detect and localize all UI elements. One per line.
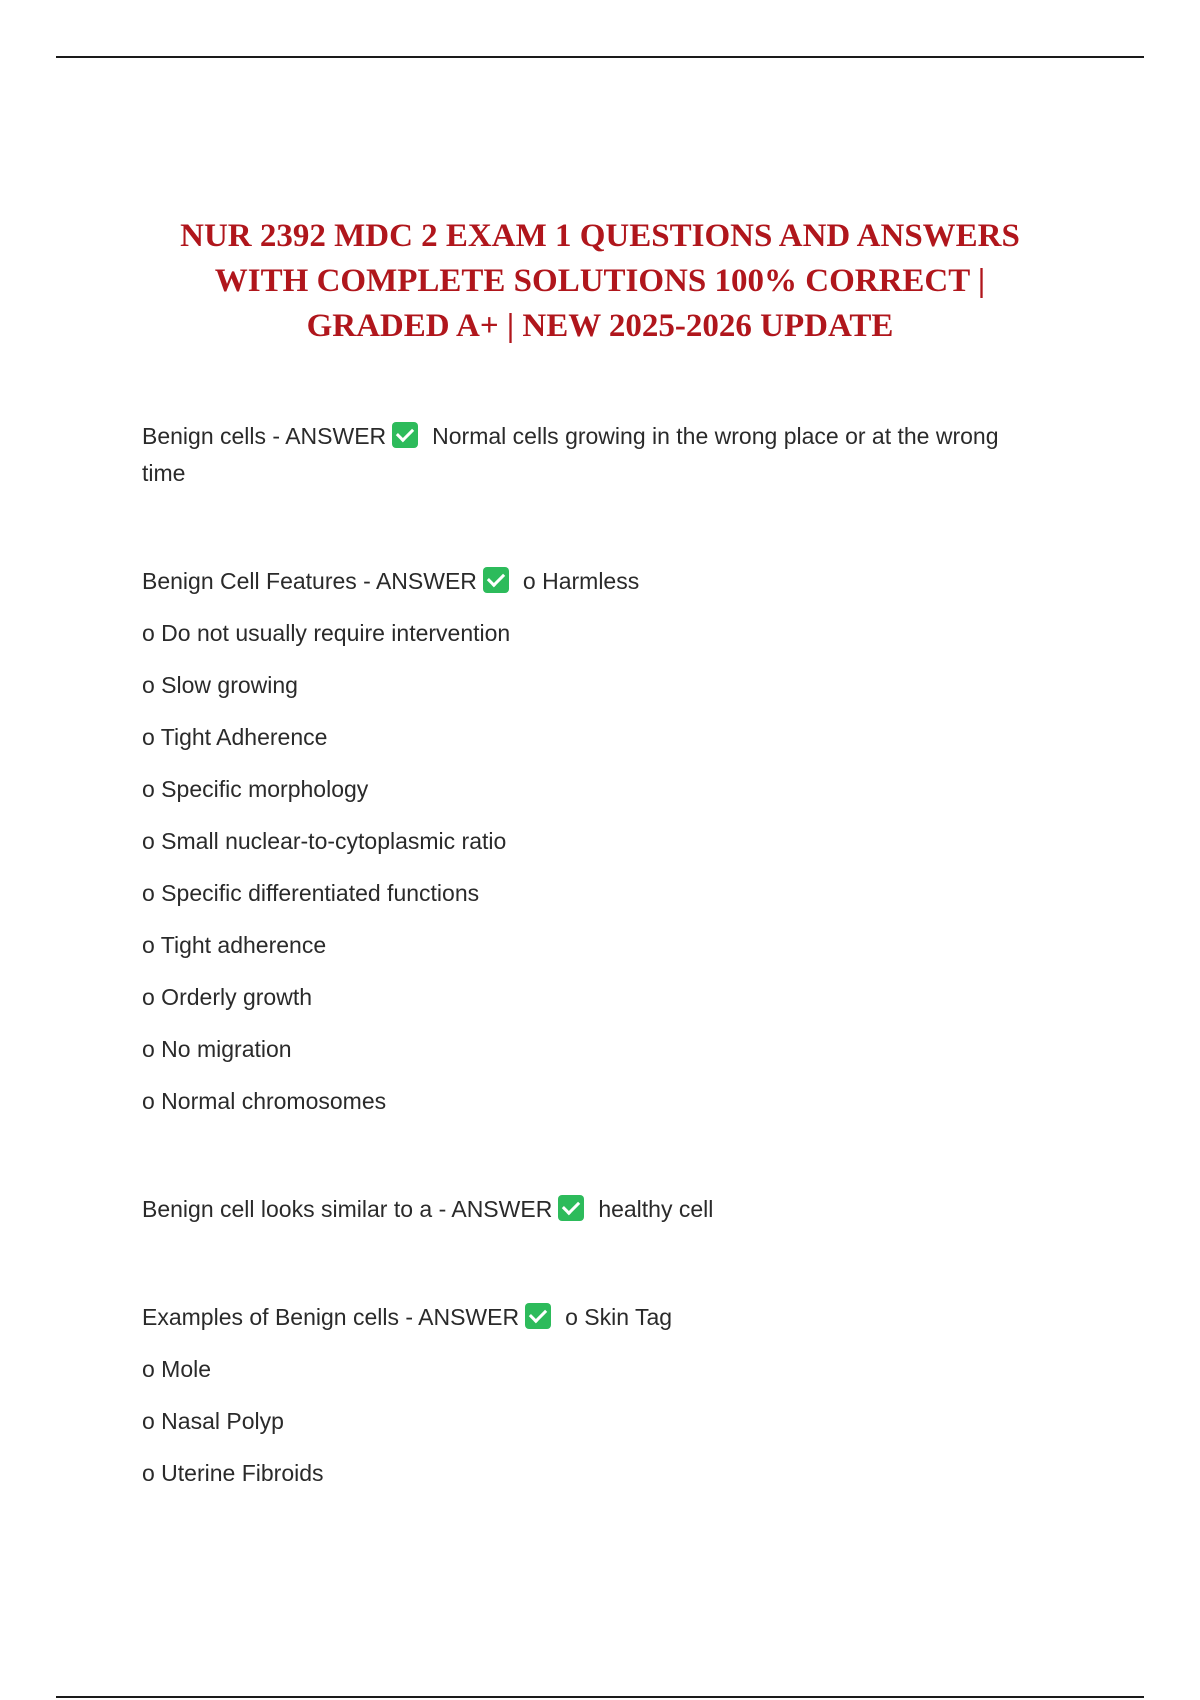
qa-entry xyxy=(142,1191,1042,1228)
bullet-item: o Normal chromosomes xyxy=(142,1088,387,1114)
question-text: Benign Cell Features - xyxy=(142,568,371,594)
check-mark-icon xyxy=(392,422,418,448)
bullet-item: o Small nuclear-to-cytoplasmic ratio xyxy=(142,828,507,854)
bullet-item: o Uterine Fibroids xyxy=(142,1460,324,1486)
bullet-item: o No migration xyxy=(142,1036,292,1062)
question-text: Benign cells - xyxy=(142,423,281,449)
bullet-item: o Nasal Polyp xyxy=(142,1408,284,1434)
question-text: Examples of Benign cells - xyxy=(142,1304,414,1330)
bullet-list xyxy=(142,615,1042,1120)
answer-text: Normal cells growing in the wrong place or at the wrong time xyxy=(142,423,999,486)
qa-entry xyxy=(142,418,1042,492)
answer-text: o Skin Tag xyxy=(565,1304,673,1330)
answer-label: ANSWER xyxy=(285,423,387,449)
bullet-item: o Mole xyxy=(142,1356,212,1382)
qa-entry xyxy=(142,563,1042,1120)
bullet-item: o Orderly growth xyxy=(142,984,313,1010)
bullet-item: o Tight Adherence xyxy=(142,724,328,750)
answer-text: o Harmless xyxy=(522,568,640,594)
document-title xyxy=(120,214,1080,349)
qa-line xyxy=(142,418,1042,492)
qa-line xyxy=(142,563,1042,600)
answer-label: ANSWER xyxy=(418,1304,520,1330)
bottom-rule xyxy=(56,1696,1144,1698)
check-mark-icon xyxy=(483,567,509,593)
qa-line xyxy=(142,1299,1042,1336)
top-rule xyxy=(56,56,1144,58)
qa-line xyxy=(142,1191,1042,1228)
check-mark-icon xyxy=(525,1303,551,1329)
bullet-list xyxy=(142,1351,1042,1492)
bullet-item: o Do not usually require intervention xyxy=(142,620,511,646)
bullet-item: o Tight adherence xyxy=(142,932,327,958)
answer-label: ANSWER xyxy=(451,1196,553,1222)
question-text: Benign cell looks similar to a - xyxy=(142,1196,447,1222)
title-line: NUR 2392 MDC 2 EXAM 1 QUESTIONS AND ANSWERS xyxy=(180,218,1020,254)
answer-label: ANSWER xyxy=(375,568,477,594)
bullet-item: o Specific morphology xyxy=(142,776,369,802)
bullet-item: o Specific differentiated functions xyxy=(142,880,480,906)
answer-text: healthy cell xyxy=(598,1196,714,1222)
check-mark-icon xyxy=(558,1195,584,1221)
qa-list xyxy=(142,418,1042,1507)
title-line: GRADED A+ | NEW 2025-2026 UPDATE xyxy=(306,308,894,344)
qa-entry xyxy=(142,1299,1042,1492)
title-line: WITH COMPLETE SOLUTIONS 100% CORRECT | xyxy=(214,263,986,299)
bullet-item: o Slow growing xyxy=(142,672,298,698)
